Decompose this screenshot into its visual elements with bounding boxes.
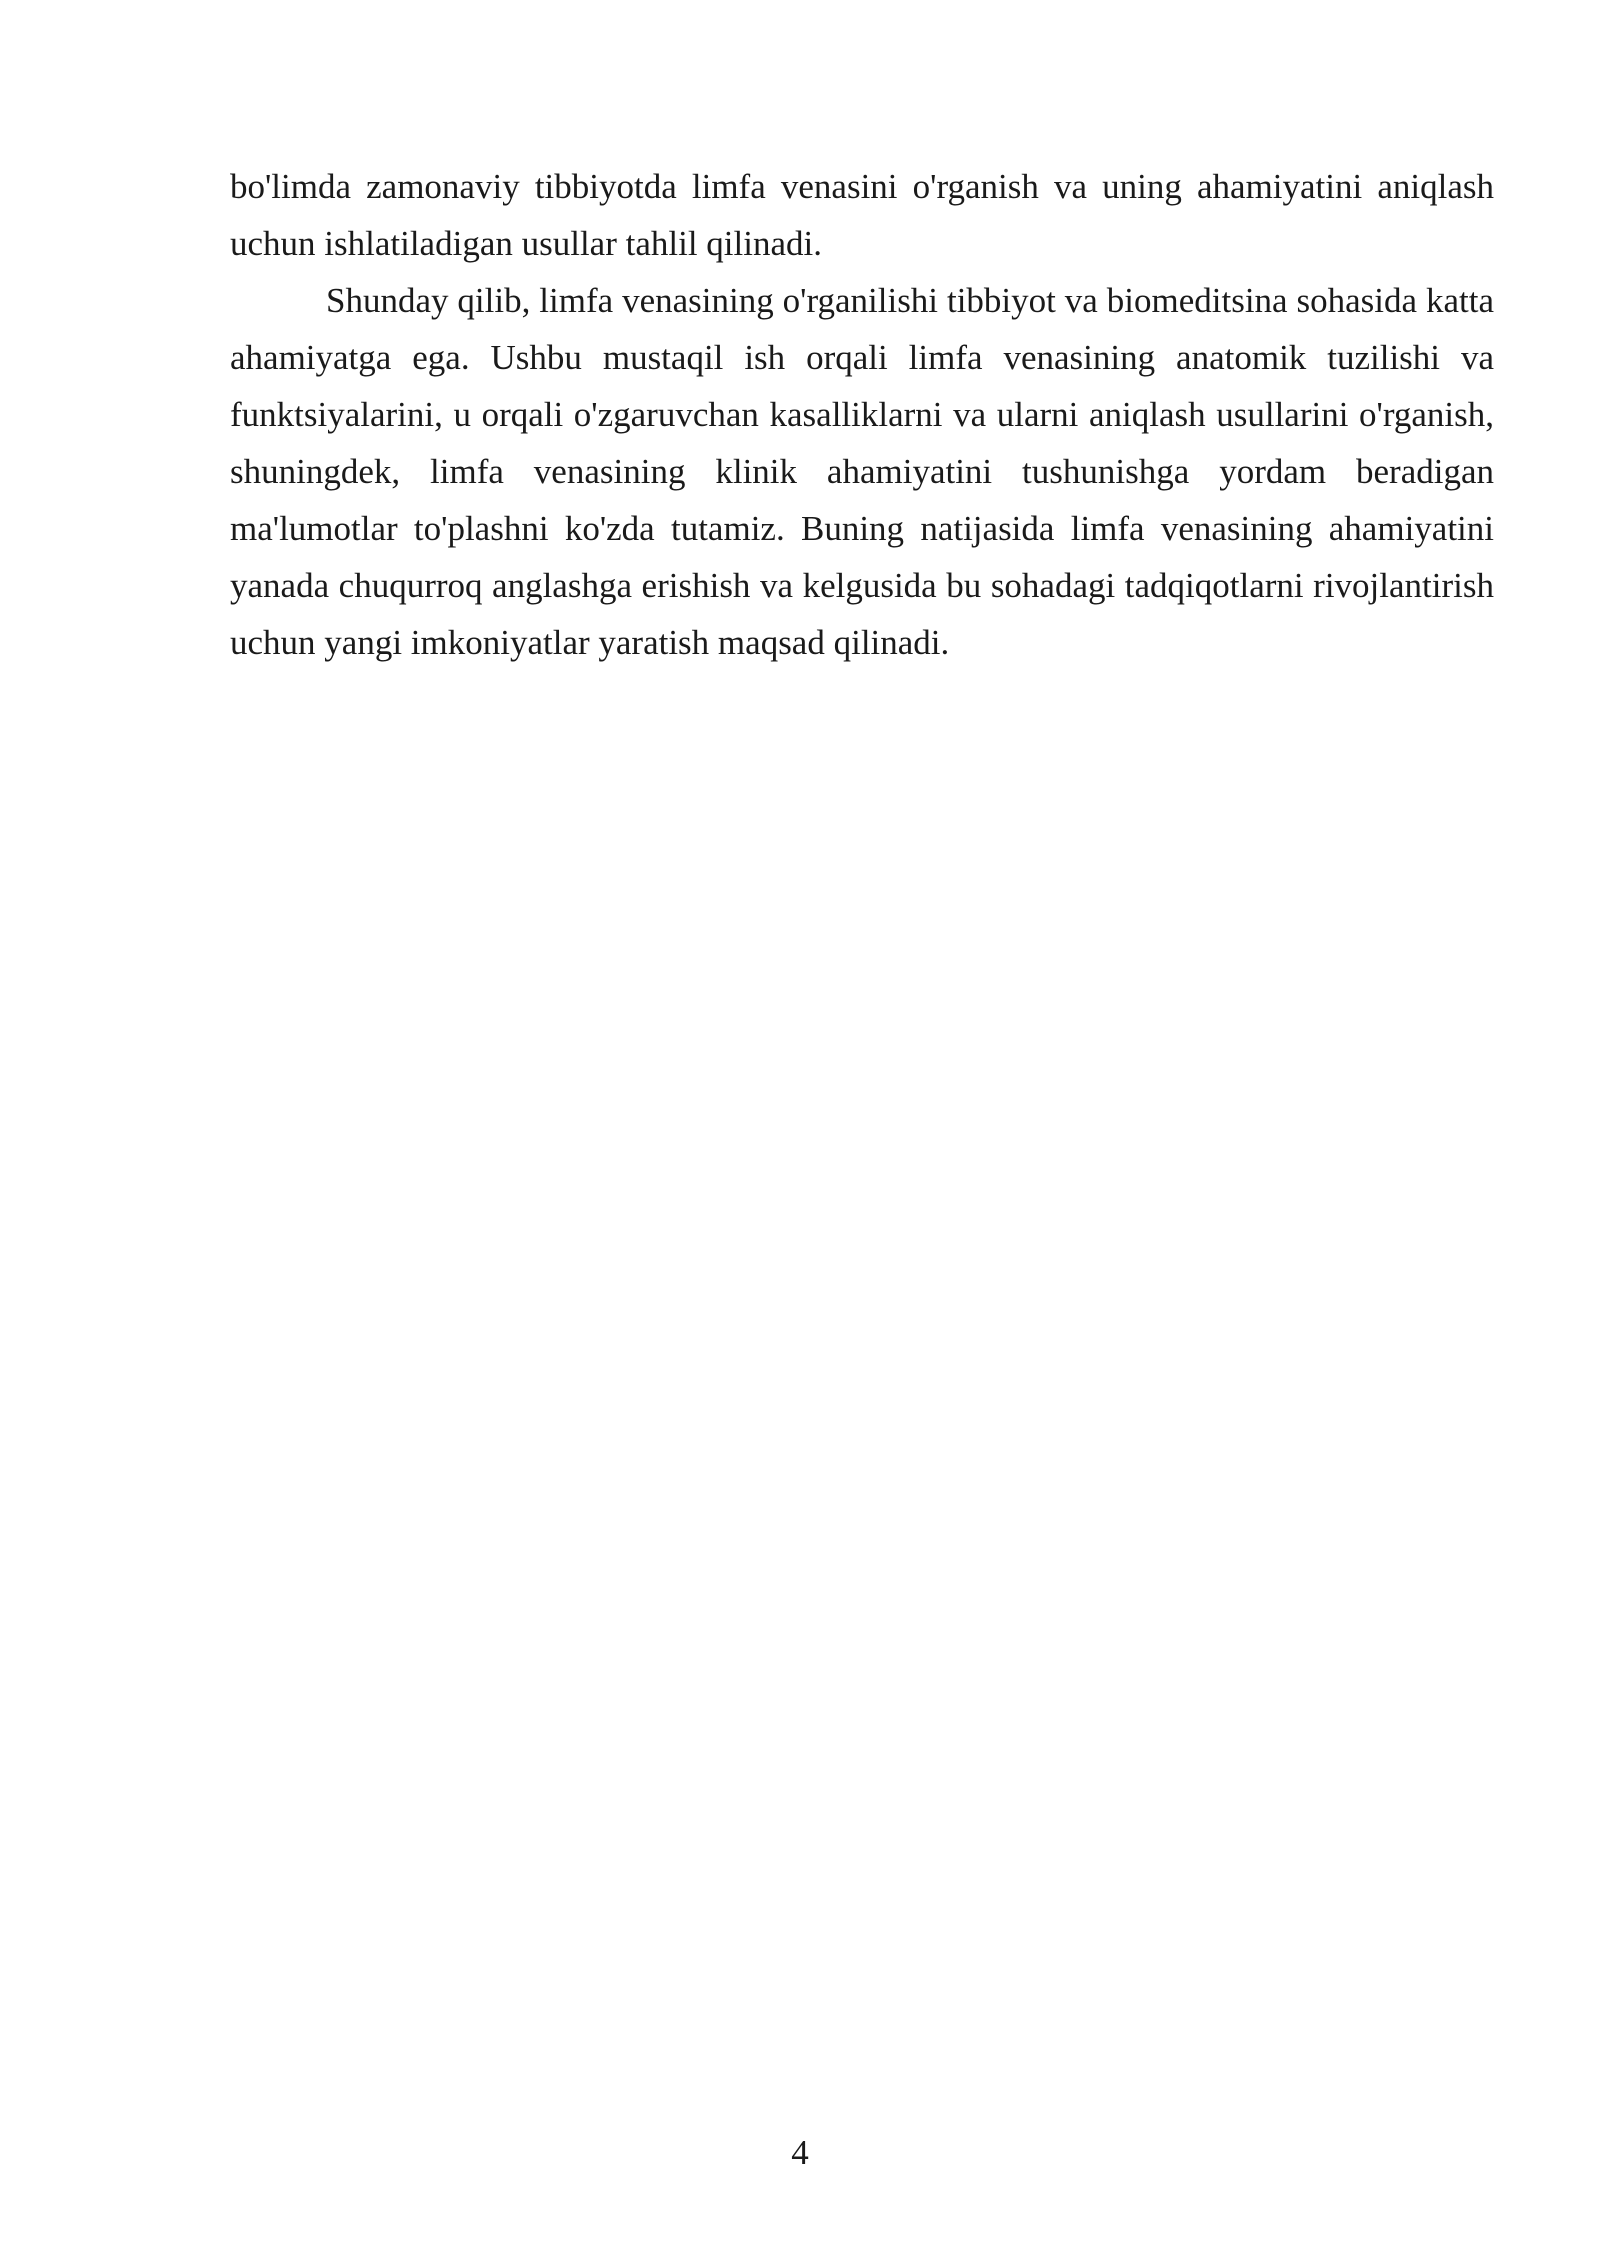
page-number: 4 — [791, 2133, 809, 2172]
paragraph-conclusion: Shunday qilib, limfa venasining o'rganilishi tibbiyot va biomeditsina sohasida katta ahamiyatga ega. Ushbu mustaqil ish orqali limfa venasining anatomik tuzilishi va funktsiyalarini, u orqali o'zgaruvchan kasalliklarni va ularni aniqlash usullarini o'rganish, shuningdek, limfa venasining klinik ahamiyatini tushunishga yordam beradigan ma'lumotlar to'plashni ko'zda tutamiz. Buning natijasida limfa venasining ahamiyatini yanada chuqurroq anglashga erishish va kelgusida bu sohadagi tadqiqotlarni rivojlantirish uchun yangi imkoniyatlar yaratish maqsad qilinadi. — [230, 281, 1494, 662]
paragraph-continued: bo'limda zamonaviy tibbiyotda limfa venasini o'rganish va uning ahamiyatini aniqlash uchun ishlatiladigan usullar tahlil qilinadi. — [230, 167, 1494, 263]
body-text — [230, 158, 1494, 671]
